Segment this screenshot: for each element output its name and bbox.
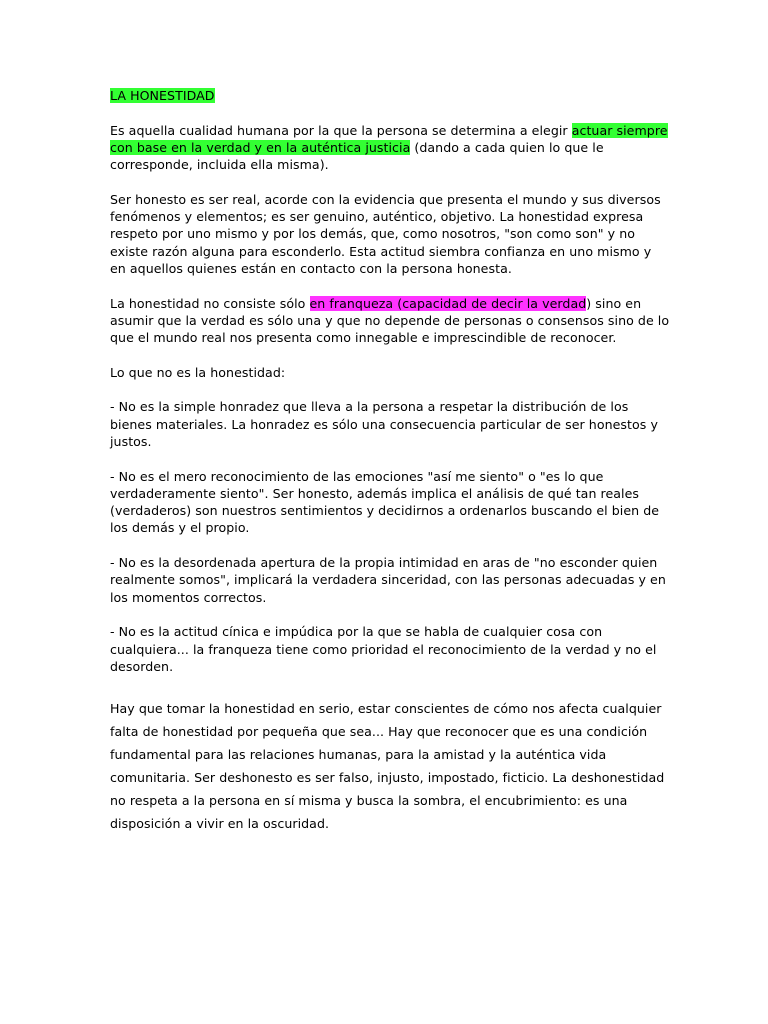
paragraph-not-only-frankness	[110, 295, 670, 347]
highlighted-phrase-green: actuar siempre con base en la verdad y en la auténtica justicia	[110, 122, 668, 155]
title-highlight: LA HONESTIDAD	[110, 88, 215, 103]
paragraph-what-it-is-not: Lo que no es la honestidad:	[110, 364, 286, 380]
paragraph-text: La honestidad no consiste sólo	[110, 295, 310, 311]
list-item-honradez: - No es la simple honradez que lleva a la persona a respetar la distribución de los bienes materiales. La honradez es sólo una consecuencia particular de ser honestos y justos.	[110, 399, 658, 449]
document-page	[110, 87, 670, 852]
highlighted-phrase-magenta: en franqueza (capacidad de decir la verdad	[309, 295, 587, 311]
paragraph-text: ) sino en asumir que la verdad es sólo una y que no depende de personas o consensos sino de lo que el mundo real nos presenta como innegable e imprescindible de reconocer.	[110, 295, 670, 346]
paragraph-conclusion: Hay que tomar la honestidad en serio, estar conscientes de cómo nos afecta cualquier falta de honestidad por pequeña que sea... Hay que reconocer que es una condición fundamental para las relaciones humanas, para la amistad y la auténtica vida comunitaria. Ser deshonesto es ser falso, injusto, impostado, ficticio. La deshonestidad no respeta a la persona en sí misma y busca la sombra, el encubrimiento: es una disposición a vivir en la oscuridad.	[110, 701, 665, 832]
paragraph-being-honest: Ser honesto es ser real, acorde con la evidencia que presenta el mundo y sus diversos fenómenos y elementos; es ser genuino, auténtico, objetivo. La honestidad expresa respeto por uno mismo y por los demás, que, como nosotros, "son como son" y no existe razón alguna para esconderlo. Esta actitud siembra confianza en uno mismo y en aquellos quienes están en contacto con la persona honesta.	[110, 191, 661, 276]
paragraph-definition	[110, 122, 670, 174]
paragraph-text: Es aquella cualidad humana por la que la persona se determina a elegir	[110, 122, 572, 138]
list-item-actitud-cinica: - No es la actitud cínica e impúdica por la que se habla de cualquier cosa con cualquiera... la franqueza tiene como prioridad el reconocimiento de la verdad y no el desorden.	[110, 624, 657, 674]
list-item-intimidad: - No es la desordenada apertura de la propia intimidad en aras de "no esconder quien realmente somos", implicará la verdadera sinceridad, con las personas adecuadas y en los momentos correctos.	[110, 555, 666, 605]
list-item-emociones: - No es el mero reconocimiento de las emociones "así me siento" o "es lo que verdaderamente siento". Ser honesto, además implica el análisis de qué tan reales (verdaderos) son nuestros sentimientos y decidirnos a ordenarlos buscando el bien de los demás y el propio.	[110, 468, 660, 536]
paragraph-text: (dando a cada quien lo que le corresponde, incluida ella misma).	[110, 139, 604, 173]
document-title	[110, 87, 670, 104]
